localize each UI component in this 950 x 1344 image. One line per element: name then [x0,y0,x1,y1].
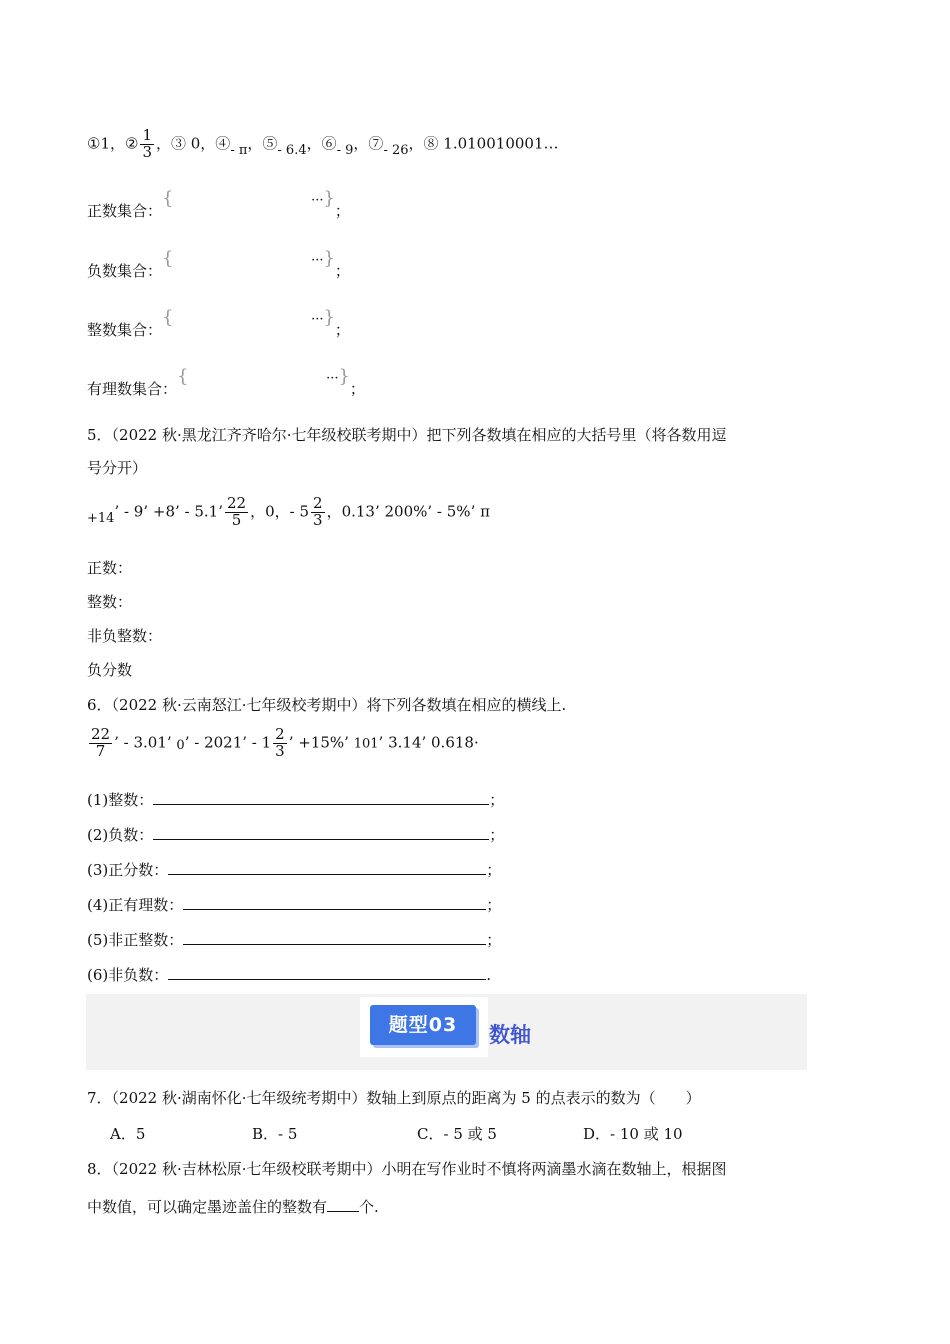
q4-item8: ，⑧ 1.010010001… [408,134,559,153]
question-text: 数轴上到原点的距离为 5 的点表示的数为（ ） [366,1089,701,1107]
answer-line[interactable]: 非负整数： [87,627,163,645]
line-label: (4)正有理数： [87,896,184,914]
q6-line-4 [87,894,501,915]
line-end: ； [489,791,505,809]
answer-blank[interactable] [183,944,486,945]
frac-denominator: 5 [231,510,242,529]
q6-line-6 [87,964,491,985]
set-ellipsis: ··· [311,193,324,208]
q8-header [87,1158,727,1179]
question-number: 7． [87,1089,112,1107]
set-rational [87,366,365,398]
left-brace-icon: { [162,188,174,209]
answer-blank[interactable] [168,979,486,980]
fraction [311,496,325,529]
q4-items-a: ①1，② [87,134,139,153]
frac-numerator: 2 [313,494,323,512]
set-end: ； [334,321,350,339]
set-label: 有理数集合： [87,380,178,398]
q5-numbers [87,496,490,529]
line-end: ； [486,931,502,949]
q6-line-5 [87,929,501,950]
q4-item5: - 6.4 [277,143,307,159]
line-end: ； [486,896,502,914]
set-ellipsis: ··· [326,371,339,386]
set-positive [87,188,350,220]
question-source: （2022 秋·黑龙江齐齐哈尔·七年级校联考期中） [111,426,427,444]
option-c[interactable] [417,1123,497,1144]
option-value: - 10 或 10 [610,1125,683,1143]
fraction [273,727,287,760]
q5-header [87,424,727,445]
q6-n4: ’ +15%’ [288,733,349,752]
option-d[interactable] [583,1123,683,1144]
line-end: . [486,966,492,984]
answer-blank[interactable] [183,909,486,910]
right-brace-icon: } [323,307,335,328]
fraction-one-third [140,128,154,161]
line-label: (5)非正整数： [87,931,184,949]
question-number: 6． [87,696,112,714]
frac-denominator: 7 [95,741,106,760]
set-end: ； [334,262,350,280]
question-source: （2022 秋·湖南怀化·七年级统考期中） [111,1089,367,1107]
set-label: 负数集合： [87,262,163,280]
question-text: 将下列各数填在相应的横线上. [366,696,567,714]
question-text-cont: 号分开） [87,459,148,477]
question-text: 把下列各数填在相应的大括号里（将各数用逗 [426,426,727,444]
q6-line-3 [87,859,501,880]
q4-item6-label: ，⑥ [306,134,337,153]
q6-line-2 [87,824,504,845]
set-box[interactable] [188,368,338,386]
option-value: - 5 [278,1125,298,1143]
question-text-end: 个. [359,1198,379,1216]
section-badge: 题型03 [370,1005,476,1045]
q8-line2 [87,1196,379,1217]
answer-blank[interactable] [327,1211,359,1212]
question-text: 中数值，可以确定墨迹盖住的整数有 [87,1198,328,1216]
section-title: 数轴 [489,1023,531,1047]
q6-numbers [87,727,479,760]
answer-line[interactable]: 整数： [87,593,133,611]
question-text: 小明在写作业时不慎将两滴墨水滴在数轴上，根据图 [381,1160,727,1178]
q6-line-1 [87,789,504,810]
frac-denominator: 3 [313,510,323,529]
set-box[interactable] [173,250,323,268]
right-brace-icon: } [323,248,335,269]
line-label: (1)整数： [87,791,154,809]
option-value: 5 [135,1125,146,1143]
option-key: B． [252,1125,279,1143]
left-brace-icon: { [177,366,189,387]
set-negative [87,248,350,280]
q4-items-b: ，③ 0，④ [156,134,231,153]
answer-blank[interactable] [153,804,489,805]
set-integer [87,307,350,339]
q6-n6: ’ 3.14’ 0.618· [378,733,479,752]
line-label: (6)非负数： [87,966,169,984]
set-label: 正数集合： [87,202,163,220]
set-end: ； [349,380,365,398]
question-source: （2022 秋·云南怒江·七年级校考期中） [111,696,367,714]
q5-n4: ，0.13’ 200%’ - 5%’ π [326,502,490,521]
right-brace-icon: } [323,188,335,209]
fraction [89,727,112,760]
set-end: ； [334,202,350,220]
frac-numerator: 22 [227,494,247,512]
answer-blank[interactable] [153,839,489,840]
q5-n1: +14 [87,511,115,527]
option-b[interactable] [252,1123,297,1144]
q4-item7: - 26 [383,143,409,159]
q5-n2: ’ - 9’ +8’ - 5.1’ [114,502,223,521]
question-number: 8． [87,1160,112,1178]
option-key: D． [583,1125,611,1143]
line-label: (3)正分数： [87,861,169,879]
q4-pi: - π [230,143,248,159]
set-box[interactable] [173,190,323,208]
set-ellipsis: ··· [311,312,324,327]
set-label: 整数集合： [87,321,163,339]
frac-numerator: 22 [91,725,111,743]
option-a[interactable] [110,1123,145,1144]
q6-n5: 101 [353,736,379,752]
line-end: ； [489,826,505,844]
q5-n3: ，0，- 5 [250,502,310,521]
left-brace-icon: { [162,248,174,269]
frac-numerator: 1 [142,126,152,144]
q6-n1: ’ - 3.01’ [114,733,172,752]
q6-n3: ’ - 2021’ - 1 [184,733,272,752]
q4-item7-label: ，⑦ [353,134,384,153]
set-box[interactable] [173,309,323,327]
q7-header [87,1087,701,1108]
left-brace-icon: { [162,307,174,328]
frac-denominator: 3 [275,741,285,760]
answer-line[interactable]: 正数： [87,559,133,577]
q6-n2: 0 [176,738,185,754]
question-number: 5． [87,426,112,444]
answer-line[interactable]: 负分数 [87,661,133,679]
option-key: A． [110,1125,136,1143]
option-value: - 5 或 5 [443,1125,497,1143]
line-end: ； [486,861,502,879]
fraction [225,496,248,529]
q6-header [87,694,566,715]
frac-denominator: 3 [142,142,152,161]
q4-items-line [87,128,559,161]
frac-numerator: 2 [275,725,285,743]
answer-blank[interactable] [168,874,486,875]
question-source: （2022 秋·吉林松原·七年级校联考期中） [111,1160,382,1178]
line-label: (2)负数： [87,826,154,844]
right-brace-icon: } [338,366,350,387]
q4-item6: - 9 [336,143,354,159]
option-key: C． [417,1125,444,1143]
set-ellipsis: ··· [311,253,324,268]
q4-item5-label: ，⑤ [247,134,278,153]
